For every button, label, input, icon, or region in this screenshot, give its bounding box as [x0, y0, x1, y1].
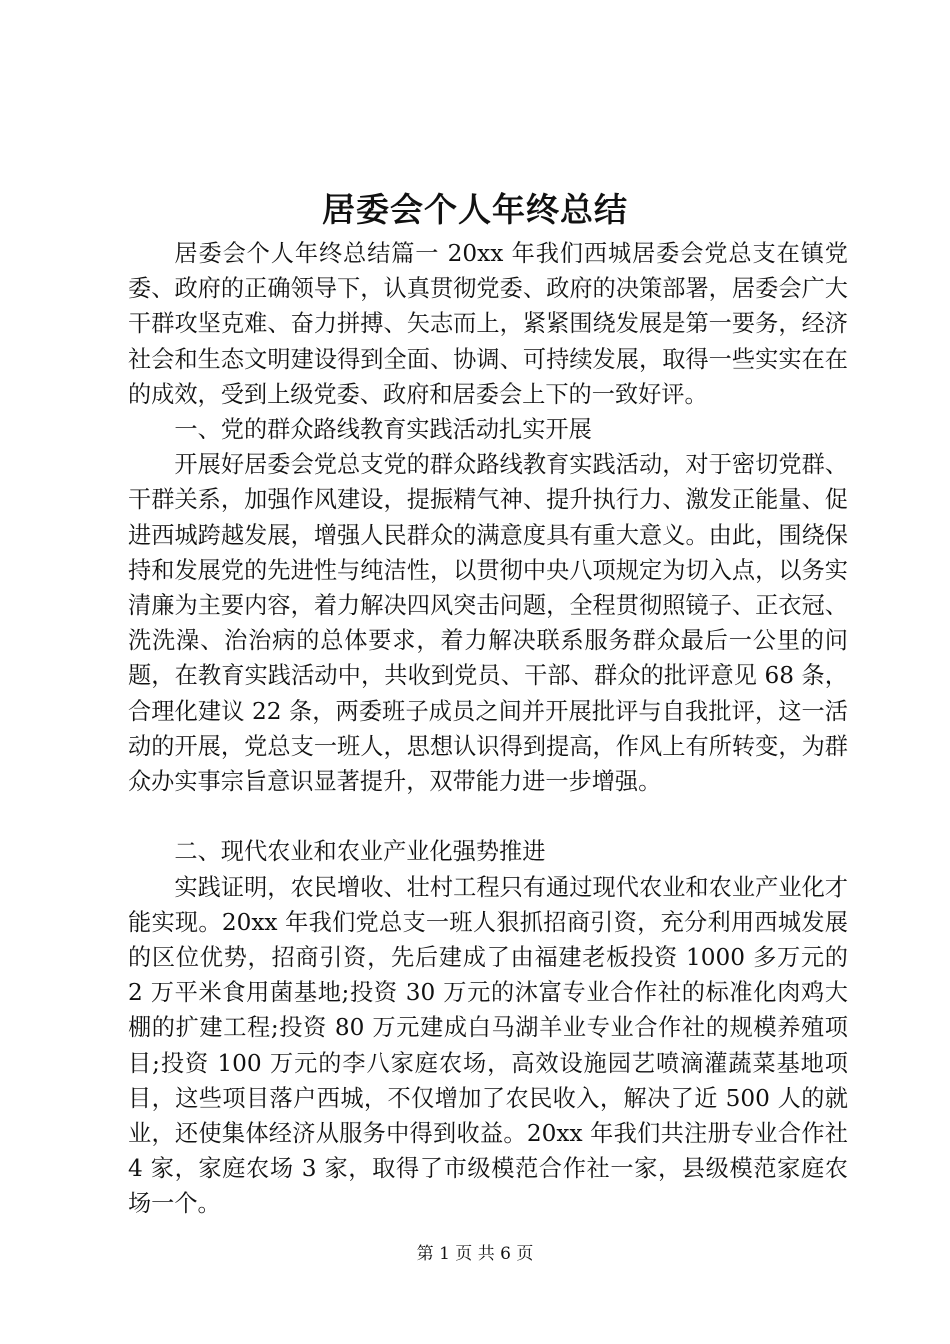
document-body [128, 236, 856, 1222]
section-heading-2: 二、现代农业和农业产业化强势推进 [174, 838, 546, 866]
paragraph-section-2: 实践证明，农民增收、壮村工程只有通过现代农业和农业产业化才能实现。20xx 年我们党总支一班人狠抓招商引资，充分利用西城发展的区位优势，招商引资，先后建成了由福建老板投资 1000 多万元的 2 万平米食用菌基地;投资 30 万元的沐富专业合作社的标准化肉鸡大棚的扩建工程;投资 80 万元建成白马湖羊业专业合作社的规模养殖项目;投资 100 万元的李八家庭农场，高效设施园艺喷滴灌蔬菜基地项目，这些项目落户西城，不仅增加了农民收入，解决了近 500 人的就业，还使集体经济从服务中得到收益。20xx 年我们共注册专业合作社 4 家，家庭农场 3 家，取得了市级模范合作社一家，县级模范家庭农场一个。 [128, 873, 856, 1218]
paragraph-intro: 居委会个人年终总结篇一 20xx 年我们西城居委会党总支在镇党委、政府的正确领导下，认真贯彻党委、政府的决策部署，居委会广大干群攻坚克难、奋力拼搏、矢志而上，紧紧围绕发展是第一要务，经济社会和生态文明建设得到全面、协调、可持续发展，取得一些实实在在的成效，受到上级党委、政府和居委会上下的一致好评。 [128, 240, 848, 408]
page-footer: 第 1 页 共 6 页 [416, 1244, 534, 1264]
page-title: 居委会个人年终总结 [322, 190, 628, 229]
section-heading-1: 一、党的群众路线教育实践活动扎实开展 [174, 416, 592, 444]
paragraph-section-1: 开展好居委会党总支党的群众路线教育实践活动，对于密切党群、干群关系，加强作风建设，提振精气神、提升执行力、激发正能量、促进西城跨越发展，增强人民群众的满意度具有重大意义。由此，围绕保持和发展党的先进性与纯洁性，以贯彻中央八项规定为切入点，以务实清廉为主要内容，着力解决四风突击问题，全程贯彻照镜子、正衣冠、洗洗澡、治治病的总体要求，着力解决联系服务群众最后一公里的问题，在教育实践活动中，共收到党员、干部、群众的批评意见 68 条，合理化建议 22 条，两委班子成员之间并开展批评与自我批评，这一活动的开展，党总支一班人，思想认识得到提高，作风上有所转变，为群众办实事宗旨意识显著提升，双带能力进一步增强。 [128, 451, 848, 796]
blank-line [128, 799, 848, 834]
